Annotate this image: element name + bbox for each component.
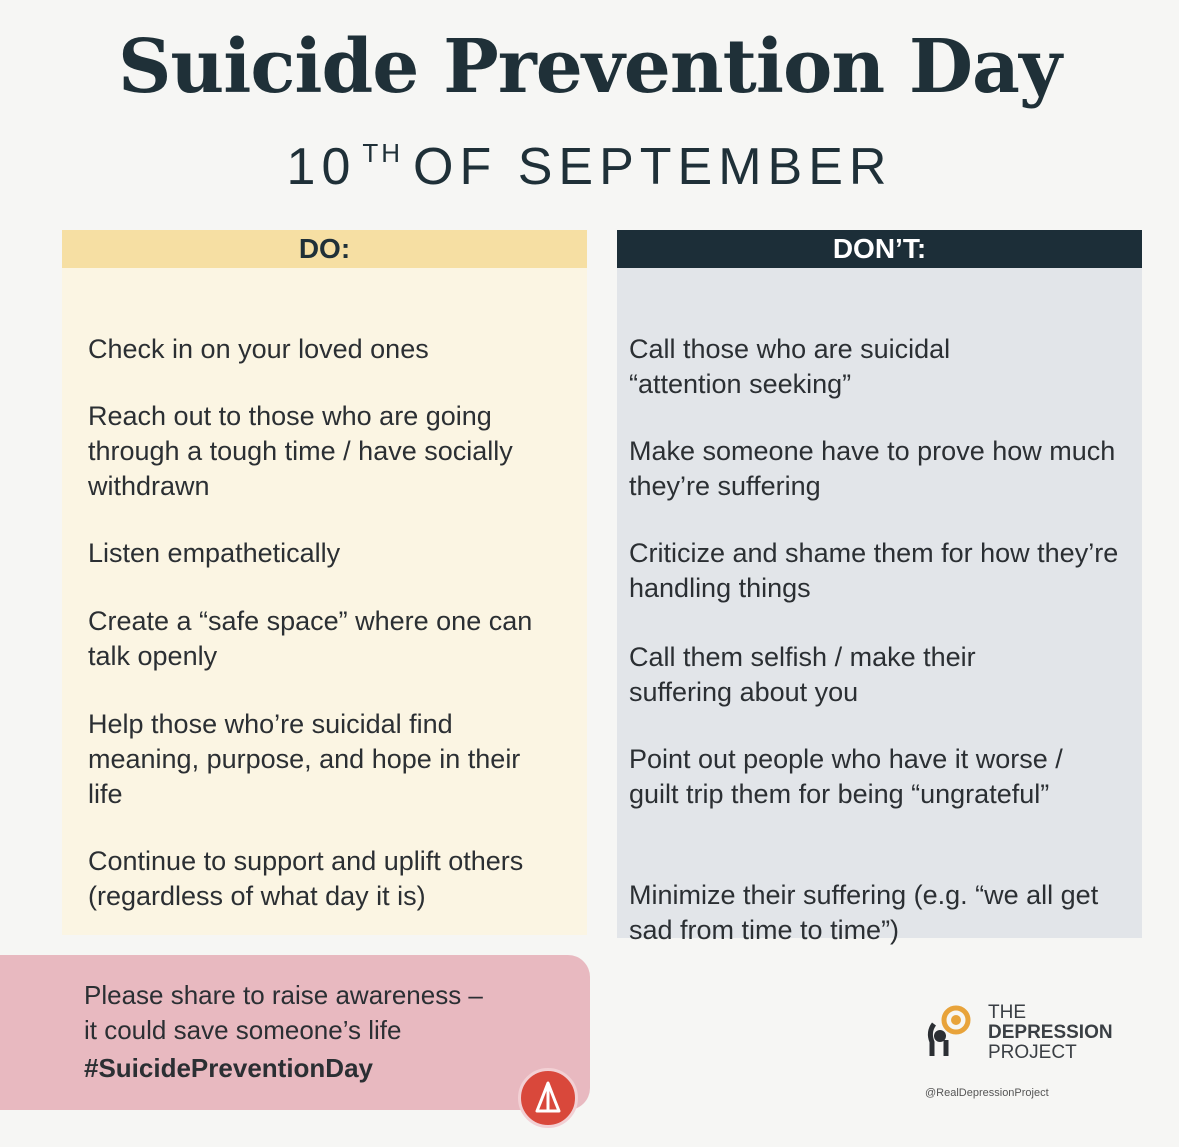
share-line-1: Please share to raise awareness – xyxy=(84,980,483,1010)
do-item: Help those who’re suicidal find meaning, purpose, and hope in their life xyxy=(88,709,521,809)
page-title: Suicide Prevention Day xyxy=(117,24,1062,110)
logo-icon xyxy=(920,1002,980,1062)
logo-handle: @RealDepressionProject xyxy=(925,1087,1049,1099)
do-item: Check in on your loved ones xyxy=(88,334,429,364)
do-item: Continue to support and uplift others (regardless of what day it is) xyxy=(88,846,524,911)
depression-project-logo xyxy=(920,1000,1150,1100)
dont-item: Call those who are suicidal “attention seeking” xyxy=(629,334,951,399)
dont-item: Point out people who have it worse / guilt trip them for being “ungrateful” xyxy=(629,744,1063,809)
praying-hands-icon xyxy=(518,1068,578,1128)
page-subtitle xyxy=(0,138,1179,196)
logo-line-2: DEPRESSION xyxy=(988,1022,1113,1043)
logo-line-3: PROJECT xyxy=(988,1042,1077,1063)
logo-line-1: THE xyxy=(988,1002,1026,1023)
dont-item: Make someone have to prove how much they’re suffering xyxy=(629,436,1116,501)
dont-header: DON’T: xyxy=(617,230,1142,268)
do-list xyxy=(62,268,587,935)
do-item: Create a “safe space” where one can talk openly xyxy=(88,606,533,671)
do-header: DO: xyxy=(62,230,587,268)
do-column xyxy=(62,230,587,935)
subtitle-rest: OF SEPTEMBER xyxy=(413,138,893,196)
do-item: Listen empathetically xyxy=(88,538,341,568)
dont-item: Call them selfish / make their suffering about you xyxy=(629,642,976,707)
share-line-2: it could save someone’s life xyxy=(84,1015,402,1045)
do-item: Reach out to those who are going through a tough time / have socially withdrawn xyxy=(88,401,513,501)
subtitle-suffix: TH xyxy=(362,138,404,168)
dont-item: Minimize their suffering (e.g. “we all get sad from time to time”) xyxy=(629,880,1099,945)
dont-column xyxy=(617,230,1142,945)
dont-list xyxy=(617,268,1142,945)
share-banner xyxy=(0,955,590,1110)
dont-item: Criticize and shame them for how they’re handling things xyxy=(629,538,1119,603)
share-hashtag: #SuicidePreventionDay xyxy=(84,1053,373,1083)
subtitle-day: 10 xyxy=(286,138,357,196)
